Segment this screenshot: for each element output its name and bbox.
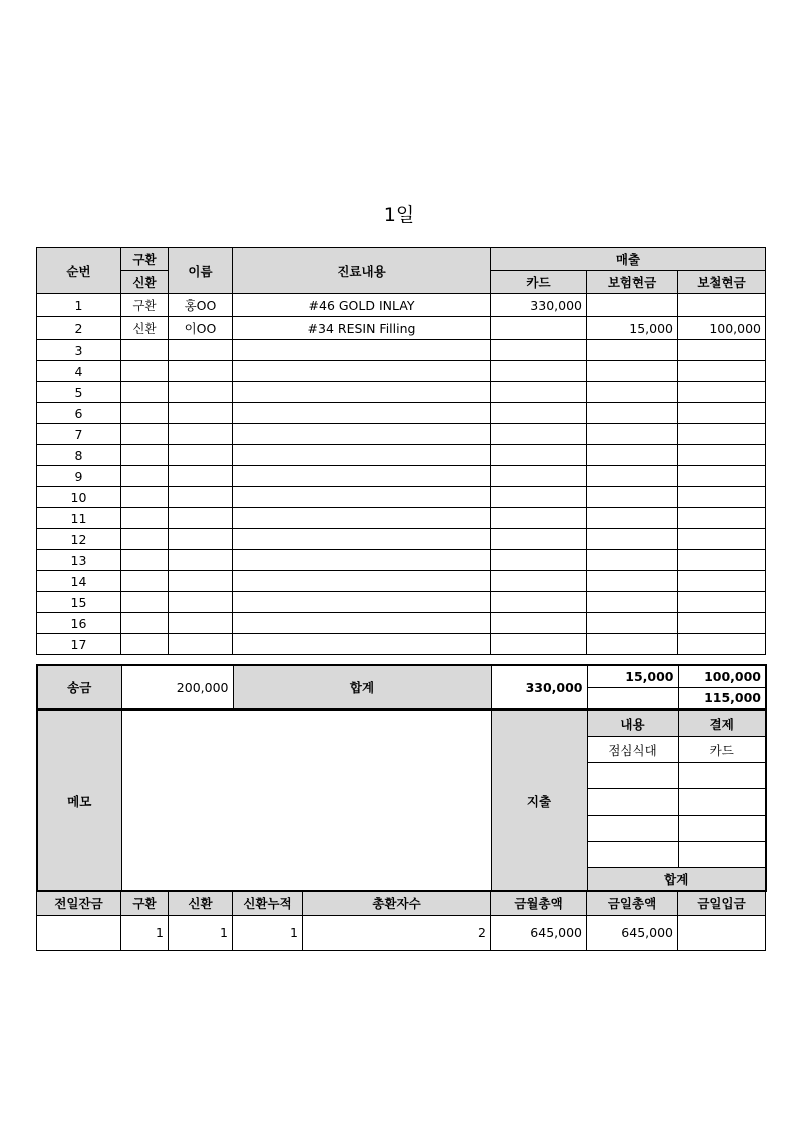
row-patient-type <box>121 592 169 613</box>
row-patient-type <box>121 403 169 424</box>
row-patient-name <box>169 508 233 529</box>
expense-content <box>587 763 678 789</box>
table-row <box>37 382 766 403</box>
row-treatment <box>233 529 491 550</box>
row-treatment <box>233 445 491 466</box>
row-patient-name <box>169 634 233 655</box>
table-row <box>37 487 766 508</box>
memo-expense-table <box>36 710 767 892</box>
footer-value-old-patient-count: 1 <box>121 915 169 950</box>
footer-value-new-patient-count: 1 <box>169 915 233 950</box>
footer-header-prev-balance: 전일잔금 <box>37 891 121 915</box>
row-patient-type: 신환 <box>121 317 169 340</box>
footer-value-total-patients: 2 <box>303 915 491 950</box>
row-patient-type <box>121 424 169 445</box>
prosthetic-total: 100,000 <box>678 665 766 687</box>
expense-payment <box>678 815 766 841</box>
footer-header-today-total: 금일총액 <box>587 891 678 915</box>
header-name: 이름 <box>169 248 233 294</box>
row-number: 1 <box>37 294 121 317</box>
row-patient-name <box>169 613 233 634</box>
memo-label: 메모 <box>37 711 121 892</box>
transfer-value: 200,000 <box>121 665 233 709</box>
row-patient-type <box>121 382 169 403</box>
row-number: 12 <box>37 529 121 550</box>
row-treatment <box>233 592 491 613</box>
row-insurance-cash <box>587 424 678 445</box>
expense-payment <box>678 763 766 789</box>
row-insurance-cash <box>587 529 678 550</box>
row-treatment <box>233 571 491 592</box>
row-patient-type <box>121 613 169 634</box>
header-type-top: 구환 <box>121 248 169 271</box>
row-patient-type <box>121 529 169 550</box>
daily-ledger-table <box>36 247 766 655</box>
table-row <box>37 571 766 592</box>
row-patient-type <box>121 466 169 487</box>
row-insurance-cash <box>587 382 678 403</box>
total-label: 합계 <box>233 665 491 709</box>
row-treatment <box>233 466 491 487</box>
footer-table <box>36 890 766 951</box>
expense-payment <box>678 841 766 867</box>
row-card <box>491 382 587 403</box>
expense-payment: 카드 <box>678 737 766 763</box>
row-number: 15 <box>37 592 121 613</box>
row-insurance-cash <box>587 487 678 508</box>
row-prosthetic-cash <box>678 613 766 634</box>
expense-payment <box>678 789 766 815</box>
row-prosthetic-cash <box>678 550 766 571</box>
expense-payment-header: 결제 <box>678 711 766 737</box>
row-card <box>491 592 587 613</box>
row-insurance-cash <box>587 340 678 361</box>
row-patient-type <box>121 361 169 382</box>
row-prosthetic-cash <box>678 340 766 361</box>
row-prosthetic-cash <box>678 466 766 487</box>
table-row <box>37 445 766 466</box>
row-treatment <box>233 487 491 508</box>
row-prosthetic-cash <box>678 508 766 529</box>
table-row <box>37 508 766 529</box>
row-insurance-cash <box>587 361 678 382</box>
row-patient-name <box>169 529 233 550</box>
row-patient-name <box>169 445 233 466</box>
row-number: 8 <box>37 445 121 466</box>
table-row <box>37 466 766 487</box>
row-card <box>491 508 587 529</box>
row-card <box>491 613 587 634</box>
row-insurance-cash <box>587 550 678 571</box>
row-patient-type <box>121 508 169 529</box>
header-prosthetic-cash: 보철현금 <box>678 271 766 294</box>
row-patient-name <box>169 466 233 487</box>
row-number: 6 <box>37 403 121 424</box>
row-patient-type <box>121 634 169 655</box>
table-row <box>37 403 766 424</box>
row-card <box>491 466 587 487</box>
row-patient-name <box>169 424 233 445</box>
row-prosthetic-cash <box>678 445 766 466</box>
row-patient-name <box>169 592 233 613</box>
row-patient-type <box>121 487 169 508</box>
footer-header-old-patient-count: 구환 <box>121 891 169 915</box>
row-patient-name <box>169 382 233 403</box>
row-treatment <box>233 382 491 403</box>
footer-value-today-total: 645,000 <box>587 915 678 950</box>
table-row <box>37 361 766 382</box>
footer-value-today-deposit <box>678 915 766 950</box>
footer-value-new-patient-cumulative: 1 <box>233 915 303 950</box>
row-card <box>491 361 587 382</box>
row-prosthetic-cash <box>678 529 766 550</box>
expense-label: 지출 <box>491 711 587 892</box>
row-insurance-cash <box>587 634 678 655</box>
expense-content <box>587 815 678 841</box>
row-prosthetic-cash <box>678 424 766 445</box>
row-number: 7 <box>37 424 121 445</box>
row-prosthetic-cash <box>678 294 766 317</box>
table-row <box>37 424 766 445</box>
table-row <box>37 294 766 317</box>
row-number: 14 <box>37 571 121 592</box>
memo-area[interactable] <box>121 711 491 892</box>
row-insurance-cash <box>587 294 678 317</box>
header-seq: 순번 <box>37 248 121 294</box>
footer-header-month-total: 금월총액 <box>491 891 587 915</box>
row-treatment <box>233 613 491 634</box>
row-prosthetic-cash <box>678 571 766 592</box>
row-prosthetic-cash <box>678 592 766 613</box>
row-number: 10 <box>37 487 121 508</box>
row-patient-type: 구환 <box>121 294 169 317</box>
row-treatment <box>233 424 491 445</box>
card-total: 330,000 <box>491 665 587 709</box>
footer-header-today-deposit: 금일입금 <box>678 891 766 915</box>
footer-header-new-patient-cumulative: 신환누적 <box>233 891 303 915</box>
row-prosthetic-cash <box>678 382 766 403</box>
row-patient-name <box>169 361 233 382</box>
table-row <box>37 592 766 613</box>
row-patient-name: 이OO <box>169 317 233 340</box>
row-treatment: #34 RESIN Filling <box>233 317 491 340</box>
header-sales: 매출 <box>491 248 766 271</box>
row-card <box>491 340 587 361</box>
header-treatment: 진료내용 <box>233 248 491 294</box>
row-patient-type <box>121 340 169 361</box>
row-number: 5 <box>37 382 121 403</box>
row-prosthetic-cash <box>678 403 766 424</box>
row-insurance-cash <box>587 508 678 529</box>
row-insurance-cash <box>587 613 678 634</box>
row-card <box>491 550 587 571</box>
row-patient-type <box>121 571 169 592</box>
table-row <box>37 550 766 571</box>
row-patient-name <box>169 550 233 571</box>
row-card <box>491 571 587 592</box>
expense-sum-label: 합계 <box>587 867 766 891</box>
row-patient-name <box>169 571 233 592</box>
row-treatment <box>233 403 491 424</box>
row-treatment <box>233 550 491 571</box>
row-prosthetic-cash <box>678 634 766 655</box>
row-number: 11 <box>37 508 121 529</box>
row-insurance-cash: 15,000 <box>587 317 678 340</box>
cash-total: 115,000 <box>678 687 766 709</box>
insurance-total: 15,000 <box>587 665 678 687</box>
row-treatment <box>233 508 491 529</box>
row-patient-name <box>169 340 233 361</box>
transfer-label: 송금 <box>37 665 121 709</box>
row-card <box>491 634 587 655</box>
row-patient-type <box>121 445 169 466</box>
row-number: 2 <box>37 317 121 340</box>
row-number: 16 <box>37 613 121 634</box>
table-row <box>37 317 766 340</box>
row-number: 3 <box>37 340 121 361</box>
row-prosthetic-cash: 100,000 <box>678 317 766 340</box>
row-card <box>491 487 587 508</box>
footer-value-prev-balance <box>37 915 121 950</box>
row-treatment <box>233 634 491 655</box>
row-insurance-cash <box>587 466 678 487</box>
row-number: 4 <box>37 361 121 382</box>
footer-header-total-patients: 총환자수 <box>303 891 491 915</box>
row-patient-name: 홍OO <box>169 294 233 317</box>
row-number: 13 <box>37 550 121 571</box>
row-treatment <box>233 340 491 361</box>
row-patient-name <box>169 403 233 424</box>
summary-table <box>36 664 767 710</box>
row-prosthetic-cash <box>678 487 766 508</box>
row-number: 17 <box>37 634 121 655</box>
header-card: 카드 <box>491 271 587 294</box>
row-prosthetic-cash <box>678 361 766 382</box>
row-treatment <box>233 361 491 382</box>
row-card: 330,000 <box>491 294 587 317</box>
footer-value-month-total: 645,000 <box>491 915 587 950</box>
row-card <box>491 424 587 445</box>
table-row <box>37 613 766 634</box>
page-title: 1일 <box>383 204 415 226</box>
header-insurance-cash: 보험현금 <box>587 271 678 294</box>
footer-header-new-patient-count: 신환 <box>169 891 233 915</box>
header-type-bottom: 신환 <box>121 271 169 294</box>
row-card <box>491 317 587 340</box>
table-row <box>37 529 766 550</box>
row-number: 9 <box>37 466 121 487</box>
row-patient-name <box>169 487 233 508</box>
table-row <box>37 340 766 361</box>
table-row <box>37 634 766 655</box>
row-card <box>491 403 587 424</box>
expense-content <box>587 789 678 815</box>
row-insurance-cash <box>587 592 678 613</box>
row-treatment: #46 GOLD INLAY <box>233 294 491 317</box>
expense-content <box>587 841 678 867</box>
expense-content: 점심식대 <box>587 737 678 763</box>
row-insurance-cash <box>587 403 678 424</box>
row-insurance-cash <box>587 571 678 592</box>
row-insurance-cash <box>587 445 678 466</box>
row-card <box>491 445 587 466</box>
row-card <box>491 529 587 550</box>
expense-content-header: 내용 <box>587 711 678 737</box>
row-patient-type <box>121 550 169 571</box>
